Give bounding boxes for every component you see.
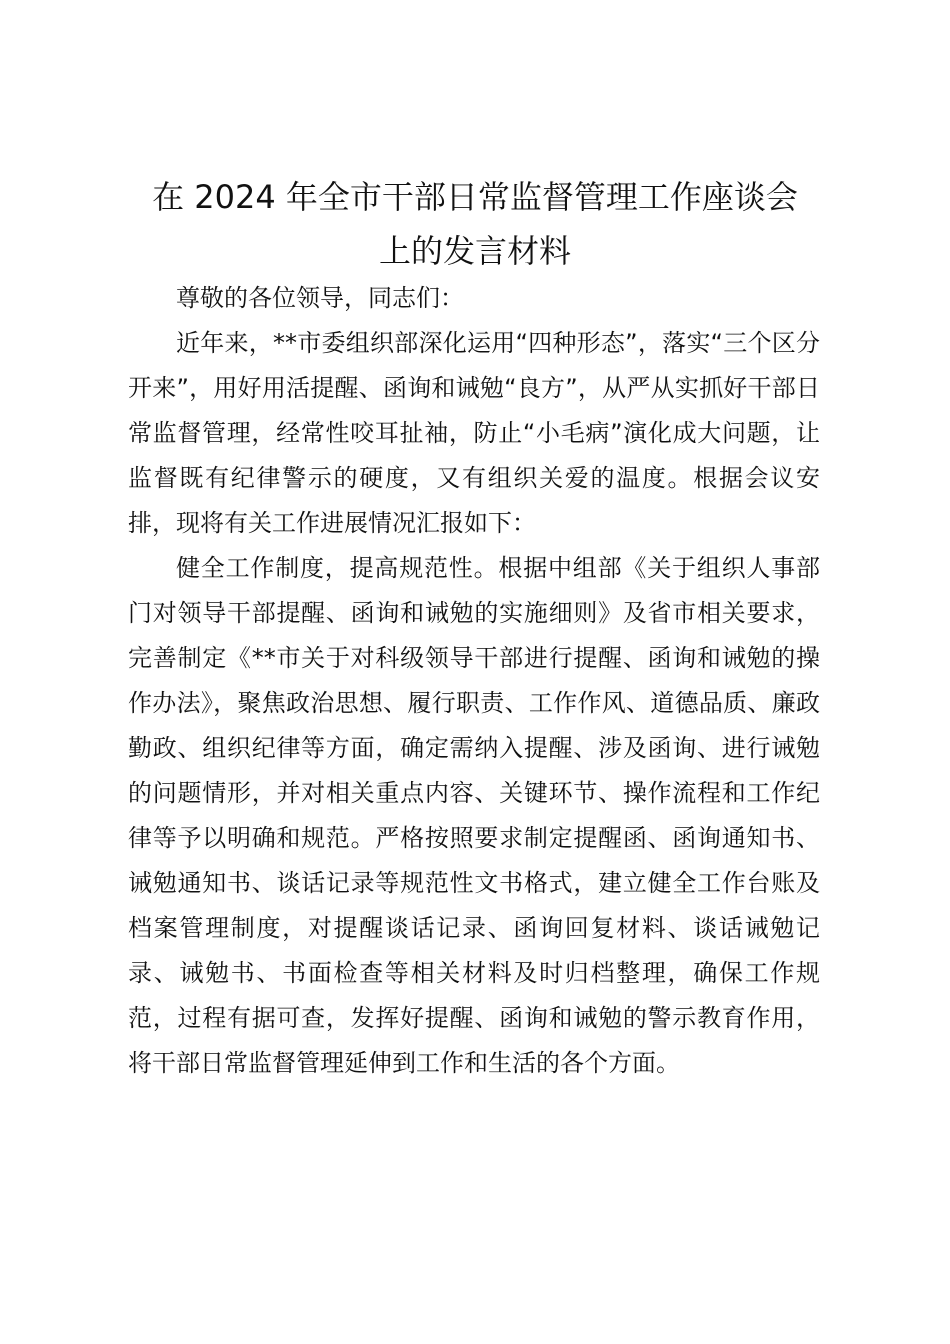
paragraph-system: 健全工作制度，提高规范性。根据中组部《关于组织人事部门对领导干部提醒、函询和诫勉的实施细则》及省市相关要求，完善制定《**市关于对科级领导干部进行提醒、函询和诫勉的操作办法》，聚焦政治思想、履行职责、工作作风、道德品质、廉政勤政、组织纪律等方面，确定需纳入提醒、涉及函询、进行诫勉的问题情形，并对相关重点内容、关键环节、操作流程和工作纪律等予以明确和规范。严格按照要求制定提醒函、函询通知书、诫勉通知书、谈话记录等规范性文书格式，建立健全工作台账及档案管理制度，对提醒谈话记录、函询回复材料、谈话诫勉记录、诫勉书、书面检查等相关材料及时归档整理，确保工作规范，过程有据可查，发挥好提醒、函询和诫勉的警示教育作用，将干部日常监督管理延伸到工作和生活的各个方面。 <box>128 554 820 1077</box>
document-body <box>128 276 820 1086</box>
paragraph-intro: 近年来，**市委组织部深化运用“四种形态”，落实“三个区分开来”，用好用活提醒、函询和诫勉“良方”，从严从实抓好干部日常监督管理，经常性咬耳扯袖，防止“小毛病”演化成大问题，让监督既有纪律警示的硬度，又有组织关爱的温度。根据会议安排，现将有关工作进展情况汇报如下： <box>128 329 820 537</box>
title-line-1: 在 2024 年全市干部日常监督管理工作座谈会 <box>152 178 798 216</box>
document-title <box>100 170 850 278</box>
title-line-2: 上的发言材料 <box>378 232 571 270</box>
salutation: 尊敬的各位领导，同志们： <box>176 284 464 312</box>
